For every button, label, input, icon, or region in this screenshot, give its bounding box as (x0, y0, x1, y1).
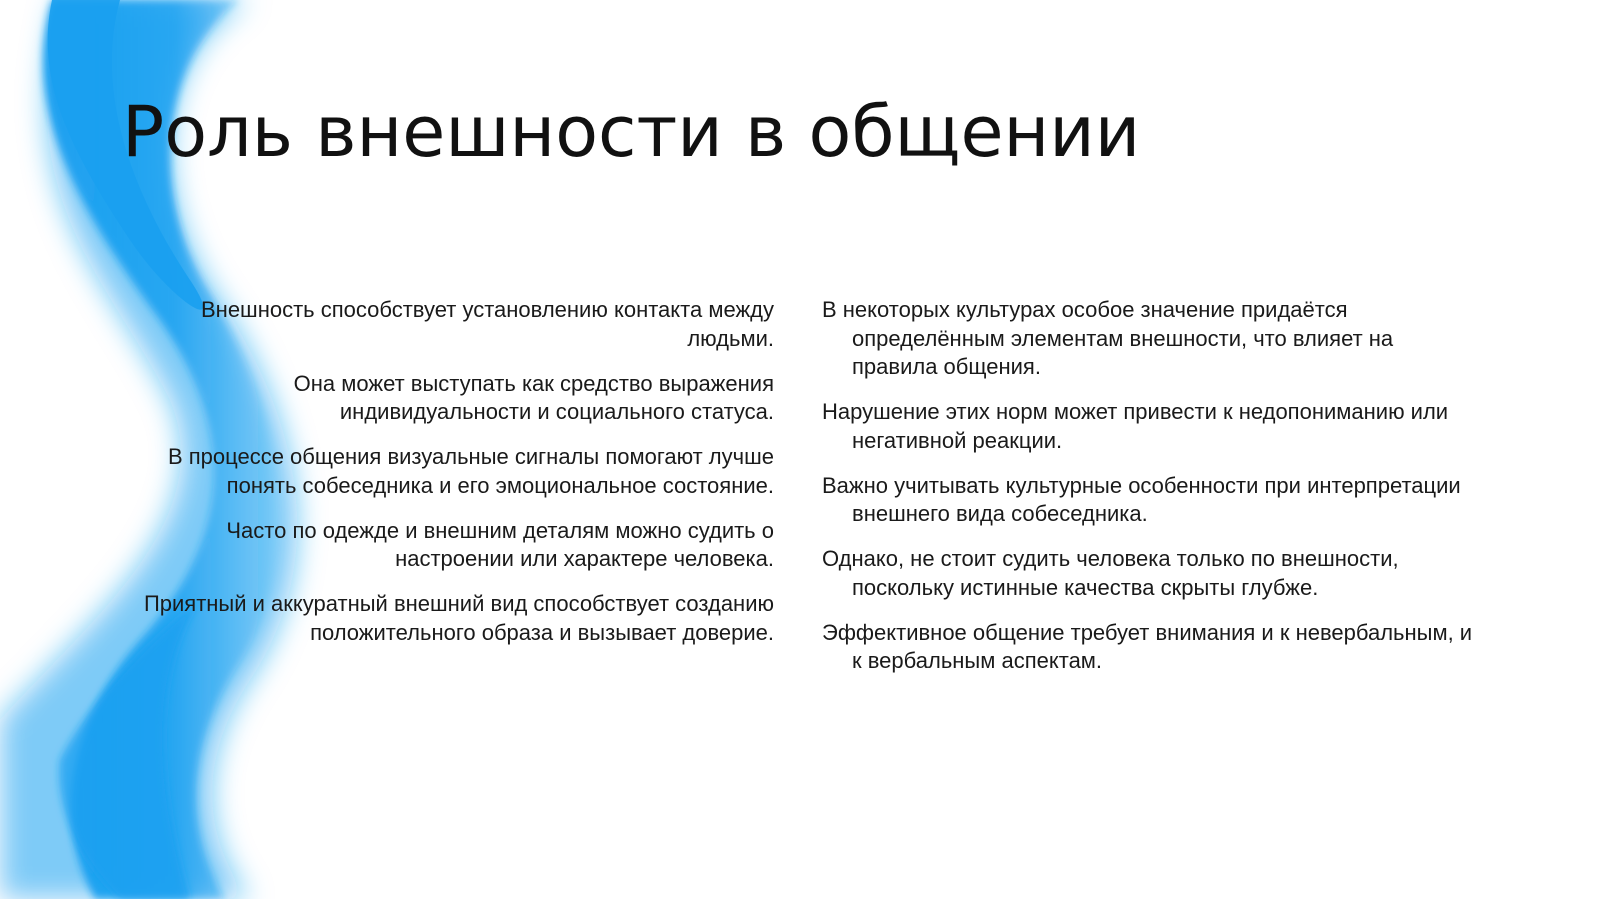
list-item: Приятный и аккуратный внешний вид способствует созданию положительного образа и вызывает доверие. (143, 591, 774, 645)
list-item: Часто по одежде и внешним деталям можно судить о настроении или характере человека. (226, 517, 774, 571)
list-item: Нарушение этих норм может привести к недопониманию или негативной реакции. (822, 399, 1449, 453)
list-item: В некоторых культурах особое значение придаётся определённым элементам внешности, что влияет на правила общения. (822, 297, 1394, 379)
right-column-list (822, 296, 1482, 692)
list-item: Внешность способствует установлению контакта между людьми. (201, 297, 774, 351)
list-item: Она может выступать как средство выражения индивидуальности и социального статуса. (293, 370, 774, 424)
slide-title: Роль внешности в общении (122, 91, 1141, 173)
list-item: Важно учитывать культурные особенности при интерпретации внешнего вида собеседника. (822, 472, 1461, 526)
left-column-list (130, 296, 774, 664)
list-item: В процессе общения визуальные сигналы помогают лучше понять собеседника и его эмоциональное состояние. (167, 444, 774, 498)
list-item: Эффективное общение требует внимания и к невербальным, и к вербальным аспектам. (822, 619, 1473, 673)
list-item: Однако, не стоит судить человека только по внешности, поскольку истинные качества скрыты глубже. (822, 546, 1399, 600)
